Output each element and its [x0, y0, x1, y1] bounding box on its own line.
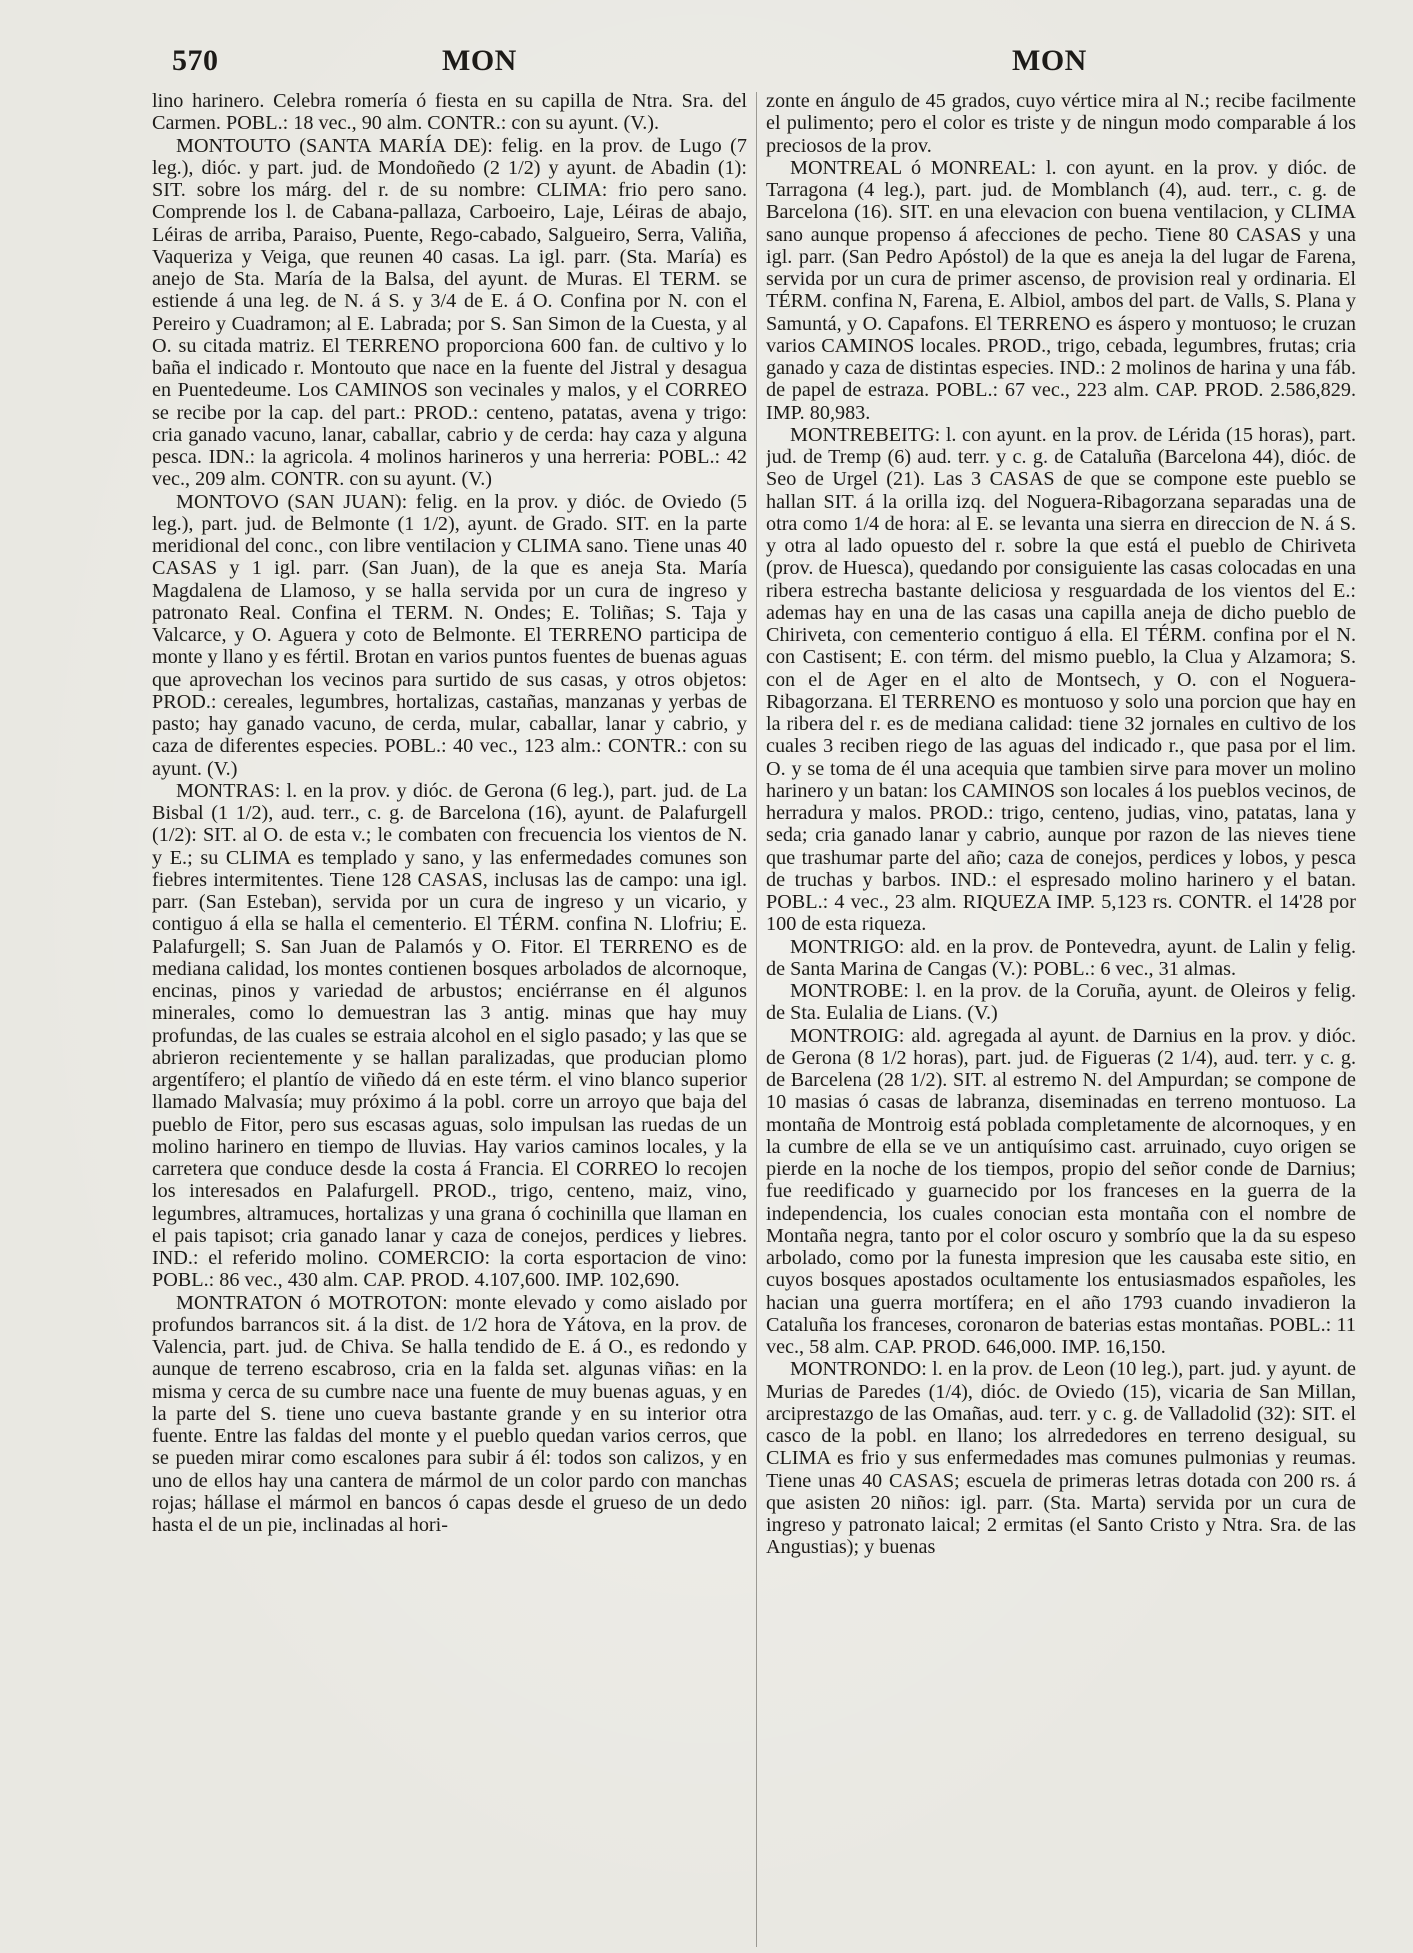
- entry-paragraph: MONTREAL ó MONREAL: l. con ayunt. en la prov. y dióc. de Tarragona (4 leg.), part. jud. de Momblanch (4), aud. terr., c. g. de Barcelona (16). SIT. en una elevacion con buena ventilacion, y CLIMA sano aunque propenso á afecciones de pecho. Tiene 80 CASAS y una igl. parr. (San Pedro Apóstol) de la que es aneja la del lugar de Farena, servida por un cura de primer ascenso, de provision real y ordinaria. El TÉRM. confina N, Farena, E. Albiol, ambos del part. de Valls, S. Plana y Samuntá, y O. Capafons. El TERRENO es áspero y montuoso; le cruzan varios CAMINOS locales. PROD., trigo, cebada, legumbres, frutas; cria ganado y caza de distintas especies. IND.: 2 molinos de harina y una fáb. de papel de estraza. POBL.: 67 vec., 223 alm. CAP. PROD. 2.586,829. IMP. 80,983.: [766, 156, 1356, 424]
- page-header: [172, 44, 1333, 84]
- entry-paragraph: MONTROIG: ald. agregada al ayunt. de Darnius en la prov. y dióc. de Gerona (8 1/2 horas), part. jud. de Figueras (2 1/4), aud. terr. y c. g. de Barcelena (28 1/2). SIT. al estremo N. del Ampurdan; se compone de 10 masias ó casas de labranza, diseminadas en terreno montuoso. La montaña de Montroig está poblada completamente de alcornoques, y en la cumbre de ella se ve un antiquísimo cast. arruinado, cuyo origen se pierde en la noche de los tiempos, propio del señor conde de Darnius; fue reedificado y guarnecido por los franceses en la guerra de la independencia, los cuales conocian esta montaña con el nombre de Montaña negra, tanto por el color oscuro y sombrío que la da su espeso arbolado, como por la funesta impresion que les causaba este sitio, en cuyos bosques apostados ocultamente los entusiasmados españoles, les hacian una guerra mortífera; en el año 1793 cuando invadieron la Cataluña los franceses, coronaron de baterias estas montañas. POBL.: 11 vec., 58 alm. CAP. PROD. 646,000. IMP. 16,150.: [766, 1024, 1356, 1358]
- entry-paragraph: MONTRIGO: ald. en la prov. de Pontevedra, ayunt. de Lalin y felig. de Santa Marina de Cangas (V.): POBL.: 6 vec., 31 almas.: [766, 935, 1356, 980]
- entry-paragraph: zonte en ángulo de 45 grados, cuyo vértice mira al N.; recibe facilmente el pulimento; pero el color es triste y de ningun modo comparable á los preciosos de la prov.: [766, 90, 1356, 157]
- entry-paragraph: MONTRAS: l. en la prov. y dióc. de Gerona (6 leg.), part. jud. de La Bisbal (1 1/2), aud. terr., c. g. de Barcelona (16), ayunt. de Palafurgell (1/2): SIT. al O. de esta v.; le combaten con frecuencia los vientos de N. y E.; su CLIMA es templado y sano, y las enfermedades comunes son fiebres intermitentes. Tiene 128 CASAS, inclusas las de campo: una igl. parr. (San Esteban), servida por un cura de ingreso y un vicario, y contiguo á ella se halla el cementerio. El TÉRM. confina N. Llofriu; E. Palafurgell; S. San Juan de Palamós y O. Fitor. El TERRENO es de mediana calidad, los montes contienen bosques arbolados de alcornoque, encinas, pinos y variedad de arbustos; enciérranse en él algunos minerales, como lo demuestran las 3 antig. minas que hay muy profundas, de las cuales se estraia alcohol en el siglo pasado; y las que se abrieron recientemente y se hallan paralizadas, que producian plomo argentífero; el plantío de viñedo dá en este térm. el vino blanco superior llamado Malvasía; muy próximo á la pobl. corre un arroyo que baja del pueblo de Fitor, pero sus escasas aguas, solo impulsan las ruedas de un molino harinero en tiempo de lluvias. Hay varios caminos locales, y la carretera que conduce desde la costa á Francia. El CORREO lo recojen los interesados en Palafurgell. PROD., trigo, centeno, maiz, vino, legumbres, altramuces, hortalizas y una grana ó cochinilla que llaman en el pais tapisot; cria ganado lanar y caza de conejos, perdices y liebres. IND.: el referido molino. COMERCIO: la corta esportacion de vino: POBL.: 86 vec., 430 alm. CAP. PROD. 4.107,600. IMP. 102,690.: [152, 779, 747, 1292]
- entry-paragraph: MONTOVO (SAN JUAN): felig. en la prov. y dióc. de Oviedo (5 leg.), part. jud. de Belmonte (1 1/2), ayunt. de Grado. SIT. en la parte meridional del conc., con libre ventilacion y CLIMA sano. Tiene unas 40 CASAS y 1 igl. parr. (San Juan), de la que es aneja Sta. María Magdalena de Llamoso, y se halla servida por un cura de ingreso y patronato Real. Confina el TERM. N. Ondes; E. Toliñas; S. Taja y Valcarce, y O. Aguera y coto de Belmonte. El TERRENO participa de monte y llano y es fértil. Brotan en varios puntos fuentes de buenas aguas que aprovechan los vecinos para surtido de sus casas, y otros objetos: PROD.: cereales, legumbres, hortalizas, castañas, manzanas y yerbas de pasto; hay ganado vacuno, de cerda, mular, caballar, lanar y cabrio, y caza de diferentes especies. POBL.: 40 vec., 123 alm.: CONTR.: con su ayunt. (V.): [152, 490, 747, 780]
- entry-paragraph: MONTREBEITG: l. con ayunt. en la prov. de Lérida (15 horas), part. jud. de Tremp (6) aud. terr. y c. g. de Cataluña (Barcelona 44), dióc. de Seo de Urgel (21). Las 3 CASAS de que se compone este pueblo se hallan SIT. á la orilla izq. del Noguera-Ribagorzana separadas una de otra como 1/4 de hora: al E. se levanta una sierra en direccion de N. á S. y otra al lado opuesto del r. sobre la que está el pueblo de Chiriveta (prov. de Huesca), quedando por consiguiente las casas colocadas en una ribera estrecha bastante deliciosa y resguardada de los vientos del E.: ademas hay en una de las casas una capilla aneja de dicho pueblo de Chiriveta, con cementerio contiguo á ella. El TÉRM. confina por el N. con Castisent; E. con térm. del mismo pueblo, la Clua y Alzamora; S. con el de Ager en el alto de Montsech, y O. con el Noguera-Ribagorzana. El TERRENO es montuoso y solo una porcion que hay en la ribera del r. es de mediana calidad: tiene 32 jornales en cultivo de los cuales 3 reciben riego de las aguas del indicado r., que pasa por el lim. O. y se toma de él una acequia que tambien sirve para mover un molino harinero y un batan: los CAMINOS son locales á los pueblos vecinos, de herradura y malos. PROD.: trigo, centeno, judias, vino, patatas, lana y seda; cria ganado lanar y cabrio, aunque por razon de las nieves tiene que trashumar parte del año; caza de conejos, perdices y lobos, y pesca de truchas y barbos. IND.: el espresado molino harinero y el batan. POBL.: 4 vec., 23 alm. RIQUEZA IMP. 5,123 rs. CONTR. el 14'28 por 100 de esta riqueza.: [766, 423, 1356, 936]
- entry-paragraph: MONTRONDO: l. en la prov. de Leon (10 leg.), part. jud. y ayunt. de Murias de Paredes (1/4), dióc. de Oviedo (15), vicaria de San Millan, arciprestazgo de las Omañas, aud. terr. y c. g. de Valladolid (32): SIT. el casco de la pobl. en llano; los alrrededores en terreno desigual, su CLIMA es frio y sus enfermedades mas comunes pulmonias y reumas. Tiene unas 40 CASAS; escuela de primeras letras dotada con 200 rs. á que asisten 20 niños: igl. parr. (Sta. Marta) servida por un cura de ingreso y patronato laical; 2 ermitas (el Santo Cristo y Ntra. Sra. de las Angustias); y buenas: [766, 1358, 1356, 1559]
- page-number: 570: [172, 44, 219, 77]
- entry-paragraph: lino harinero. Celebra romería ó fiesta en su capilla de Ntra. Sra. del Carmen. POBL.: 18 vec., 90 alm. CONTR.: con su ayunt. (V.).: [152, 90, 747, 135]
- right-column: [766, 90, 1356, 1950]
- entry-paragraph: MONTROBE: l. en la prov. de la Coruña, ayunt. de Oleiros y felig. de Sta. Eulalia de Lians. (V.): [766, 980, 1356, 1025]
- left-column: [152, 90, 747, 1950]
- entry-paragraph: MONTOUTO (SANTA MARÍA DE): felig. en la prov. de Lugo (7 leg.), dióc. y part. jud. de Mondoñedo (2 1/2) y ayunt. de Abadin (1): SIT. sobre los márg. del r. de su nombre: CLIMA: frio pero sano. Comprende los l. de Cabana-pallaza, Carboeiro, Laje, Léiras de abajo, Léiras de arriba, Paraiso, Puente, Rego-cabado, Salgueiro, Serra, Valiña, Vaqueriza y Veiga, que reunen 40 casas. La igl. parr. (Sta. María) es anejo de Sta. María de la Balsa, del ayunt. de Muras. El TERM. se estiende á una leg. de N. á S. y 3/4 de E. á O. Confina por N. con el Pereiro y Cuadramon; al E. Labrada; por S. San Simon de la Cuesta, y al O. su citada matriz. El TERRENO proporciona 600 fan. de cultivo y lo baña el indicado r. Montouto que nace en la fuente del Jistral y desagua en Puentedeume. Los CAMINOS son vecinales y malos, y el CORREO se recibe por la cap. del part.: PROD.: centeno, patatas, avena y trigo: cria ganado vacuno, lanar, caballar, cabrio y de cerda: hay caza y alguna pesca. IDN.: la agricola. 4 molinos harineros y una herreria: POBL.: 42 vec., 209 alm. CONTR. con su ayunt. (V.): [152, 134, 747, 491]
- running-head-right: MON: [1012, 44, 1087, 77]
- entry-paragraph: MONTRATON ó MOTROTON: monte elevado y como aislado por profundos barrancos sit. á la dist. de 1/2 hora de Yátova, en la prov. de Valencia, part. jud. de Chiva. Se halla tendido de E. á O., es redondo y aunque de terreno escabroso, cria en la falda set. algunas viñas: en la misma y cerca de su cumbre nace una fuente de muy buenas aguas, y en la parte del S. tiene uno cueva bastante grande y en su interior otra fuente. Entre las faldas del monte y el pueblo quedan varios cerros, que se pueden mirar como escalones para subir á él: todos son calizos, y en uno de ellos hay una cantera de mármol de un color pardo con manchas rojas; hállase el mármol en bancos ó capas desde el grueso de un dedo hasta el de un pie, inclinadas al hori-: [152, 1291, 747, 1536]
- column-divider: [756, 92, 757, 1947]
- running-head-left: MON: [442, 44, 517, 77]
